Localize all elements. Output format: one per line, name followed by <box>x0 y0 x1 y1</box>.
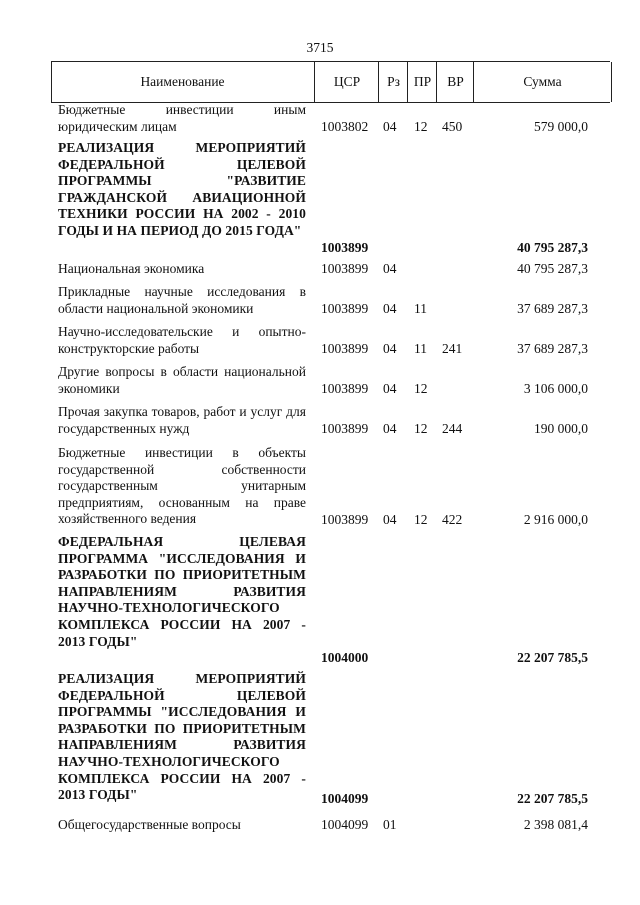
row-sum: 2 916 000,0 <box>523 512 588 528</box>
row-vr: 450 <box>442 119 463 135</box>
row-rz: 04 <box>383 381 397 397</box>
column-header-csr: ЦСР <box>314 62 379 102</box>
row-csr: 1003899 <box>321 301 369 317</box>
row-csr: 1004000 <box>321 650 369 666</box>
row-csr: 1004099 <box>321 817 369 833</box>
row-sum: 579 000,0 <box>534 119 588 135</box>
row-sum: 40 795 287,3 <box>517 240 588 256</box>
row-csr: 1003899 <box>321 512 369 528</box>
table-row <box>58 102 603 136</box>
row-pr: 12 <box>414 421 428 437</box>
row-vr: 244 <box>442 421 463 437</box>
row-sum: 22 207 785,5 <box>517 791 588 807</box>
row-pr: 12 <box>414 119 428 135</box>
column-header-sum: Сумма <box>473 62 612 102</box>
table-row <box>58 261 603 278</box>
row-sum: 37 689 287,3 <box>517 341 588 357</box>
row-name: ФЕДЕРАЛЬНАЯ ЦЕЛЕВАЯ ПРОГРАММА "ИССЛЕДОВАНИЯ И РАЗРАБОТКИ ПО ПРИОРИТЕТНЫМ НАПРАВЛЕНИЯМ РАЗВИТИЯ НАУЧНО-ТЕХНОЛОГИЧЕСКОГО КОМПЛЕКСА РОССИИ НА 2007 - 2013 ГОДЫ" <box>58 534 306 649</box>
row-sum: 2 398 081,4 <box>523 817 588 833</box>
row-csr: 1003899 <box>321 240 369 256</box>
row-rz: 04 <box>383 261 397 277</box>
row-sum: 40 795 287,3 <box>517 261 588 277</box>
row-name: Общегосударственные вопросы <box>58 817 241 832</box>
row-pr: 11 <box>414 301 427 317</box>
row-rz: 01 <box>383 817 397 833</box>
row-csr: 1003899 <box>321 381 369 397</box>
row-name: РЕАЛИЗАЦИЯ МЕРОПРИЯТИЙ ФЕДЕРАЛЬНОЙ ЦЕЛЕВОЙ ПРОГРАММЫ "РАЗВИТИЕ ГРАЖДАНСКОЙ АВИАЦИОННОЙ ТЕХНИКИ РОССИИ НА 2002 - 2010 ГОДЫ И НА ПЕРИОД ДО 2015 ГОДА" <box>58 140 306 238</box>
column-header-name: Наименование <box>140 74 225 89</box>
table-row <box>58 284 603 318</box>
row-name: Бюджетные инвестиции в объекты государственной собственности государственным унитарным предприятиям, основанным на праве хозяйственного ведения <box>58 445 306 527</box>
row-vr: 422 <box>442 512 463 528</box>
table-row <box>58 324 603 358</box>
table-row <box>58 534 603 667</box>
table-row <box>58 817 603 834</box>
row-rz: 04 <box>383 512 397 528</box>
row-name: Бюджетные инвестиции иным юридическим лицам <box>58 102 306 134</box>
row-rz: 04 <box>383 301 397 317</box>
table-row <box>58 404 603 438</box>
row-csr: 1003899 <box>321 261 369 277</box>
table-header <box>51 61 610 103</box>
row-name: Другие вопросы в области национальной экономики <box>58 364 306 396</box>
row-sum: 37 689 287,3 <box>517 301 588 317</box>
row-rz: 04 <box>383 421 397 437</box>
row-sum: 3 106 000,0 <box>523 381 588 397</box>
column-header-vr: ВР <box>436 62 474 102</box>
row-csr: 1003899 <box>321 341 369 357</box>
page-number: 3715 <box>306 40 334 55</box>
row-name: РЕАЛИЗАЦИЯ МЕРОПРИЯТИЙ ФЕДЕРАЛЬНОЙ ЦЕЛЕВОЙ ПРОГРАММЫ "ИССЛЕДОВАНИЯ И РАЗРАБОТКИ ПО ПРИОРИТЕТНЫМ НАПРАВЛЕНИЯМ РАЗВИТИЯ НАУЧНО-ТЕХНОЛОГИЧЕСКОГО КОМПЛЕКСА РОССИИ НА 2007 - 2013 ГОДЫ" <box>58 671 306 803</box>
row-csr: 1003802 <box>321 119 369 135</box>
row-vr: 241 <box>442 341 463 357</box>
column-header-pr: ПР <box>407 62 437 102</box>
row-name: Прочая закупка товаров, работ и услуг для государственных нужд <box>58 404 306 436</box>
table-row <box>58 445 603 529</box>
row-csr: 1003899 <box>321 421 369 437</box>
table-row <box>58 140 603 257</box>
row-sum: 22 207 785,5 <box>517 650 588 666</box>
row-name: Научно-исследовательские и опытно-конструкторские работы <box>58 324 306 356</box>
row-pr: 12 <box>414 381 428 397</box>
row-sum: 190 000,0 <box>534 421 588 437</box>
table-row <box>58 671 603 808</box>
column-header-rz: Рз <box>378 62 408 102</box>
table-row <box>58 364 603 398</box>
row-csr: 1004099 <box>321 791 369 807</box>
row-name: Национальная экономика <box>58 261 205 276</box>
row-rz: 04 <box>383 341 397 357</box>
row-pr: 11 <box>414 341 427 357</box>
row-pr: 12 <box>414 512 428 528</box>
row-rz: 04 <box>383 119 397 135</box>
row-name: Прикладные научные исследования в области национальной экономики <box>58 284 306 316</box>
